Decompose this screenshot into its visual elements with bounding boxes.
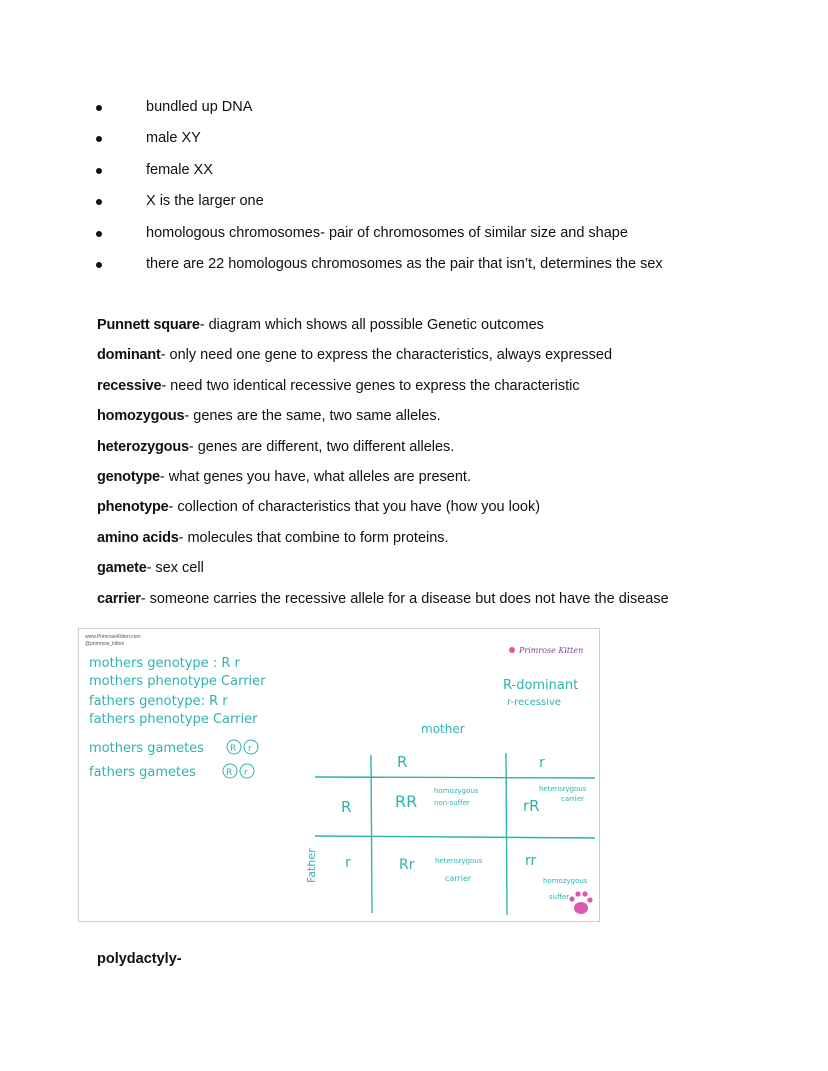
definition-item [97,462,797,492]
definitions-list [97,310,797,614]
note-fathers-phenotype: fathers phenotype Carrier [89,712,258,727]
cell-rR-note-2: carrier [561,795,584,803]
note-mothers-genotype: mothers genotype : R r [89,656,240,671]
cell-rr-note-1: homozygous [543,877,588,885]
gamete-R: R [226,768,233,778]
definition-text: - genes are the same, two same alleles. [184,408,441,425]
list-item [0,92,828,123]
cell-Rr: Rr [399,857,415,873]
bullet-text: homologous chromosomes- pair of chromosomes of similar size and shape [146,224,628,241]
list-item [0,155,828,186]
note-fathers-gametes: fathers gametes [89,765,196,780]
bullet-text: there are 22 homologous chromosomes as the pair that isn’t, determines the sex [146,255,663,272]
definition-text: - collection of characteristics that you have (how you look) [168,499,541,516]
cell-rR: rR [523,797,540,815]
bullet-dot [96,105,102,111]
bullet-dot [96,168,102,174]
definition-term: phenotype [97,499,169,516]
bullet-list [0,92,828,280]
definition-text: - molecules that combine to form proteins. [178,529,449,546]
bullet-text: X is the larger one [146,193,264,210]
bullet-text: male XY [146,130,201,147]
column-header-R: R [397,753,408,771]
definition-item [97,310,797,340]
cell-rr: rr [525,853,537,869]
definition-item [97,553,797,583]
definition-term: homozygous [97,408,185,425]
definition-term: dominant [97,347,161,364]
definition-item [97,432,797,462]
definition-term: amino acids [97,529,179,546]
definition-text: - diagram which shows all possible Genetic outcomes [199,317,544,333]
bullet-dot [96,136,102,142]
definition-item [97,401,797,431]
site-handle: @primrose_kitten [85,641,125,647]
brand-logo [509,646,583,655]
definition-text: - only need one gene to express the characteristics, always expressed [160,347,613,364]
punnett-grid [315,753,595,915]
key-recessive: r-recessive [507,697,562,708]
bullet-dot [96,262,102,268]
cell-Rr-note-1: heterozygous [435,857,483,865]
definition-item [97,584,797,614]
list-item [0,249,828,280]
definition-item [97,492,797,522]
note-mothers-gametes: mothers gametes [89,741,204,756]
cell-RR-note-1: homozygous [434,787,479,795]
bullet-dot [96,231,102,237]
column-header-r: r [539,755,545,771]
cell-RR-note-2: non-suffer [434,799,470,807]
mother-label: mother [421,722,465,736]
definition-term: heterozygous [97,438,189,455]
punnett-square-figure [78,628,600,922]
gamete-r: r [244,768,248,778]
definition-term: recessive [97,377,162,394]
definition-text: - need two identical recessive genes to express the characteristic [161,377,580,394]
row-header-r: r [345,855,351,871]
brand-name: Primrose Kitten [519,646,584,655]
definition-term: genotype [97,468,160,485]
definition-term: carrier [97,590,141,607]
definition-text: - what genes you have, what alleles are present. [159,468,471,485]
gamete-r: r [248,744,252,754]
cell-Rr-note-2: carrier [445,874,472,883]
row-header-R: R [341,798,352,816]
bullet-text: female XX [146,161,213,178]
list-item [0,123,828,154]
bullet-dot [96,199,102,205]
key-dominant: R-dominant [503,678,579,693]
definition-item [97,371,797,401]
list-item [0,218,828,249]
gamete-R: R [230,744,237,754]
paw-icon [569,891,592,914]
bullet-text: bundled up DNA [146,99,253,115]
site-url: www.PrimroseKitten.com [85,634,141,640]
cell-RR: RR [395,792,418,811]
note-mothers-phenotype: mothers phenotype Carrier [89,674,266,689]
cell-rr-note-2: suffer [549,893,570,901]
punnett-square-drawing [79,629,600,922]
definition-text: - genes are different, two different alleles. [188,438,455,455]
polydactyly-heading: polydactyly- [97,951,182,967]
definition-text: - sex cell [146,560,204,577]
definition-item [97,340,797,370]
cell-rR-note-1: heterozygous [539,785,587,793]
definition-term: gamete [97,560,147,577]
fathers-gamete-circles [223,764,254,778]
father-label: Father [305,848,318,883]
definition-text: - someone carries the recessive allele for a disease but does not have the disease [140,590,669,607]
mothers-gamete-circles [227,740,258,754]
note-fathers-genotype: fathers genotype: R r [89,694,228,709]
definition-item [97,523,797,553]
definition-term: Punnett square [97,317,200,333]
list-item [0,186,828,217]
